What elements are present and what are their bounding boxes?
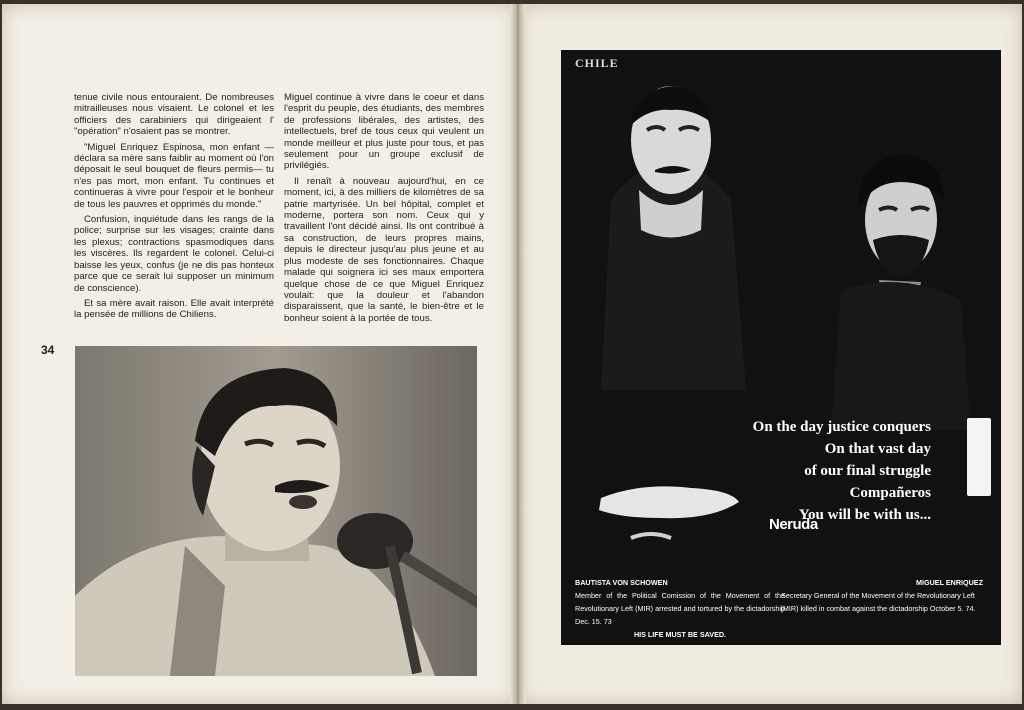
caption-description: Secretary General of the Movement of the Revolutionary Left (MIR) killed in combat against the dictadorship October 5. 74. xyxy=(780,591,976,613)
poem-line: Compañeros xyxy=(849,485,931,501)
caption-appeal: HIS LIFE MUST BE SAVED. xyxy=(633,630,727,639)
poster-logo: CHILE xyxy=(575,56,619,70)
book-gutter xyxy=(510,4,526,704)
caption-name: BAUTISTA VON SCHOWEN xyxy=(575,578,668,587)
caption-miguel xyxy=(773,576,983,615)
speaker-photo-illustration xyxy=(75,346,477,676)
page-number: 34 xyxy=(41,343,55,357)
poem-line: You will be with us... xyxy=(798,507,931,523)
paragraph: Il renaît à nouveau aujourd'hui, en ce moment, ici, à des milliers de kilomètres de sa patrie martyrisée. Un bel hôpital, complet et moderne, portera son nom. Ceux qui y travaillent l'ont décidé ainsi. Ils ont contribué à sa construction, de leurs propres mains, depuis le directeur jusqu'au plus jeune et au plus modeste de ses fonctionnaires. Chaque malade qui soignera ici ses maux emportera quelque chose de ce que Miguel Enriquez voulait: que la douleur et l'abandon disparaissent, que la santé, le bien-être et le bonheur soient à la portée de tous. xyxy=(284,175,484,324)
paragraph: Et sa mère avait raison. Elle avait interprété la pensée de millions de Chiliens. xyxy=(74,297,274,321)
caption-bautista xyxy=(575,576,785,641)
caption-name: MIGUEL ENRIQUEZ xyxy=(916,578,983,587)
poem-line: On that vast day xyxy=(824,441,931,457)
poem xyxy=(671,416,931,526)
poem-line: On the day justice conquers xyxy=(752,419,931,435)
text-column-1 xyxy=(74,92,274,325)
portraits-illustration xyxy=(561,50,1001,645)
paragraph: Miguel continue à vivre dans le coeur et dans l'esprit du peuple, des étudiants, des membres de professions libérales, des artistes, des intellectuels, bref de tous ceux qui veulent un monde meilleur et plus juste pour tous, et pas seulement pour un groupe exclusif de privilégiés. xyxy=(284,92,484,172)
text-column-2 xyxy=(284,92,484,328)
poem-line: of our final struggle xyxy=(804,463,931,479)
decorative-tab xyxy=(967,418,991,496)
speaker-photo xyxy=(75,346,477,676)
paragraph: "Miguel Enriquez Espinosa, mon enfant —déclara sa mère sans faiblir au moment où l'on déposait le seul bouquet de fleurs permis— tu n'es pas mort, mon enfant. Tu continues et continueras à vivre pour l'espoir et le bonheur de tous les pauvres et opprimés du monde." xyxy=(74,141,274,210)
memorial-poster xyxy=(561,50,1001,645)
poem-author: Neruda xyxy=(769,516,818,533)
caption-description: Member of the Political Comission of the Movement of the Revolutionary Left (MIR) arrested and tortured by the dictadorship Dec. 15. 73 xyxy=(575,591,785,626)
paragraph: tenue civile nous entouraient. De nombreuses mitrailleuses nous visaient. Le colonel et les officiers des carabiniers qui dirigeaient l' "opération" n'osaient pas se montrer. xyxy=(74,92,274,138)
paragraph: Confusion, inquiétude dans les rangs de la police; surprise sur les visages; crainte dans les plexus; contractions spasmodiques dans les viscères. Ils regardent le colonel. Celui-ci baisse les yeux, confus (je ne dis pas honteux parce que ce serait lui supposer un minimum de conscience). xyxy=(74,214,274,294)
